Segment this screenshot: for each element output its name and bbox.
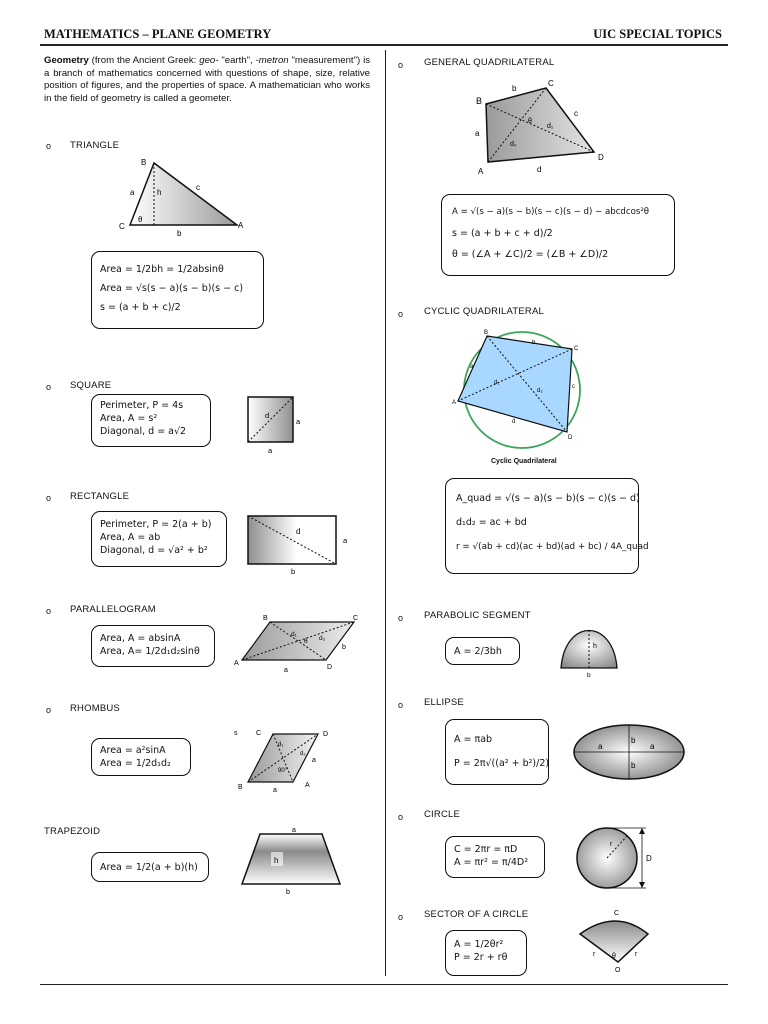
rhombus-title: RHOMBUS [70, 703, 120, 714]
svg-text:c: c [574, 109, 578, 118]
rhombus-formula-box [91, 738, 191, 776]
svg-text:θ: θ [304, 638, 308, 645]
svg-text:C: C [548, 79, 554, 88]
formula: A = πr² = π/4D² [454, 857, 529, 868]
svg-text:h: h [157, 188, 162, 197]
svg-text:A: A [234, 660, 239, 667]
svg-text:B: B [141, 158, 147, 167]
svg-text:d₂: d₂ [319, 635, 326, 642]
formula: Perimeter, P = 2(a + b) [100, 519, 212, 530]
svg-text:a: a [292, 827, 296, 834]
svg-text:r: r [610, 841, 613, 848]
svg-text:B: B [263, 615, 268, 622]
rectangle-figure [240, 510, 355, 576]
formula: Area = 1/2d₁d₂ [100, 758, 171, 769]
sector-formula-box [445, 930, 527, 976]
svg-text:r: r [635, 951, 638, 958]
svg-text:b: b [631, 761, 636, 770]
formula: A = √(s − a)(s − b)(s − c)(s − d) − abcdcos²θ [452, 207, 650, 217]
bullet: o [46, 382, 52, 392]
rectangle-formula-box [91, 511, 227, 567]
bullet: o [398, 60, 404, 70]
svg-text:a: a [598, 742, 603, 751]
svg-text:A: A [478, 167, 484, 176]
formula: s = (a + b + c + d)/2 [452, 228, 553, 239]
bullet: o [46, 606, 52, 616]
trapezoid-title: TRAPEZOID [44, 826, 101, 837]
svg-text:θ: θ [612, 953, 616, 960]
svg-text:c: c [196, 183, 200, 192]
trapezoid-formula-box [91, 852, 209, 882]
svg-text:b: b [532, 340, 536, 346]
ellipse-figure [570, 722, 688, 782]
cyclic-quad-title: CYCLIC QUADRILATERAL [424, 306, 544, 317]
svg-text:d: d [265, 411, 270, 420]
svg-text:b: b [512, 84, 517, 93]
formula: Area = a²sinA [100, 745, 166, 756]
formula: A = πab [454, 734, 493, 745]
cyclic-quadrilateral-figure [452, 326, 592, 456]
intro-term: Geometry [44, 55, 89, 66]
svg-text:d₁: d₁ [547, 123, 554, 130]
svg-text:d: d [512, 419, 516, 425]
svg-text:A: A [452, 400, 457, 406]
svg-text:B: B [476, 96, 483, 106]
svg-text:d: d [537, 165, 542, 174]
square-figure [240, 394, 310, 456]
svg-text:b: b [342, 644, 346, 651]
svg-text:θ: θ [138, 215, 143, 224]
formula: A = 2/3bh [454, 646, 502, 657]
svg-text:a: a [130, 188, 135, 197]
header-left: MATHEMATICS – PLANE GEOMETRY [44, 27, 272, 41]
intro-paragraph: Geometry (from the Ancient Greek: geo- "earth", -metron "measurement") is a branch of mathematics concerned with questions of shape, size, relative position of figures, and the properties of space. A mathematician who works in the field of geometry is called a geometer. [44, 55, 370, 104]
bullet: o [398, 812, 404, 822]
svg-text:a: a [650, 742, 655, 751]
circle-title: CIRCLE [424, 809, 461, 820]
svg-text:b: b [631, 736, 636, 745]
rhombus-figure [230, 724, 340, 794]
svg-text:h: h [274, 856, 279, 865]
square-title: SQUARE [70, 380, 112, 391]
svg-text:D: D [646, 854, 652, 863]
rectangle-title: RECTANGLE [70, 491, 130, 502]
general-quad-formula-box [441, 194, 675, 276]
formula: Area = 1/2bh = 1/2absinθ [100, 264, 224, 275]
formula: Area = √s(s − a)(s − b)(s − c) [100, 283, 244, 294]
svg-text:d₁: d₁ [278, 742, 284, 748]
circle-figure [570, 820, 670, 894]
svg-text:d₁: d₁ [494, 380, 500, 386]
column-divider [385, 50, 386, 976]
triangle-figure [110, 155, 250, 240]
triangle-title: TRIANGLE [70, 140, 120, 151]
formula: Area, A= 1/2d₁d₂sinθ [100, 646, 200, 657]
svg-text:D: D [323, 731, 329, 738]
parabolic-title: PARABOLIC SEGMENT [424, 610, 531, 621]
circle-formula-box [445, 836, 545, 878]
sector-figure [572, 904, 652, 976]
formula: A = 1/2θr² [454, 939, 504, 950]
formula: r = √(ab + cd)(ac + bd)(ad + bc) / 4A_quad [456, 542, 649, 552]
svg-text:A: A [305, 782, 310, 789]
svg-text:C: C [574, 346, 579, 352]
header-rule [40, 44, 728, 46]
svg-text:a: a [268, 446, 273, 455]
svg-text:d₂: d₂ [510, 141, 517, 148]
formula: Area, A = ab [100, 532, 161, 543]
bullet: o [398, 613, 404, 623]
cyclic-quad-formula-box [445, 478, 649, 574]
formula: Diagonal, d = a√2 [100, 426, 187, 437]
svg-text:b: b [177, 229, 182, 238]
svg-text:a: a [470, 364, 474, 370]
svg-text:a: a [475, 129, 480, 138]
svg-text:C: C [119, 222, 125, 231]
header-right: UIC SPECIAL TOPICS [593, 27, 722, 41]
bullet: o [398, 309, 404, 319]
formula: C = 2πr = πD [454, 844, 518, 855]
svg-text:d: d [296, 527, 301, 536]
svg-text:r: r [593, 951, 596, 958]
formula: s = (a + b + c)/2 [100, 302, 181, 313]
formula: A_quad = √(s − a)(s − b)(s − c)(s − d) [456, 493, 640, 504]
sector-title: SECTOR OF A CIRCLE [424, 909, 529, 920]
svg-text:B: B [484, 330, 489, 336]
svg-text:D: D [327, 664, 333, 671]
svg-text:b: b [587, 672, 591, 679]
footer-rule [40, 984, 728, 985]
trapezoid-figure [238, 822, 348, 897]
svg-text:a: a [273, 787, 277, 794]
parallelogram-formula-box [91, 625, 215, 667]
bullet: o [398, 912, 404, 922]
triangle-formula-box [91, 251, 264, 329]
ellipse-title: ELLIPSE [424, 697, 464, 708]
svg-text:D: D [568, 435, 573, 441]
general-quad-title: GENERAL QUADRILATERAL [424, 57, 555, 68]
svg-text:C: C [256, 730, 262, 737]
cyclic-quad-caption: Cyclic Quadrilateral [491, 458, 557, 465]
formula: P = 2π√((a² + b²)/2) [454, 758, 550, 769]
svg-text:C: C [353, 615, 359, 622]
svg-text:h: h [593, 643, 597, 650]
formula: Area, A = s² [100, 413, 158, 424]
svg-text:d₂: d₂ [537, 388, 543, 394]
svg-text:a: a [296, 417, 301, 426]
general-quadrilateral-figure [470, 76, 620, 180]
svg-text:b: b [286, 889, 290, 896]
formula: Perimeter, P = 4s [100, 400, 184, 411]
svg-text:s: s [234, 730, 238, 737]
svg-text:90°: 90° [278, 768, 288, 774]
parabolic-formula-box [445, 637, 520, 665]
svg-text:D: D [598, 153, 604, 162]
svg-text:d₁: d₁ [291, 631, 297, 638]
svg-text:a: a [343, 536, 348, 545]
bullet: o [398, 700, 404, 710]
svg-text:d₂: d₂ [300, 751, 306, 757]
bullet: o [46, 493, 52, 503]
svg-text:b: b [291, 567, 296, 576]
formula: d₁d₂ = ac + bd [456, 517, 527, 528]
svg-text:A: A [238, 221, 244, 230]
svg-text:a: a [284, 667, 288, 674]
bullet: o [46, 705, 52, 715]
svg-text:C: C [614, 910, 620, 917]
formula: Area = 1/2(a + b)(h) [100, 862, 198, 873]
svg-text:O: O [615, 967, 621, 974]
svg-text:a: a [312, 757, 316, 764]
formula: Diagonal, d = √a² + b² [100, 545, 208, 556]
formula: θ = (∠A + ∠C)/2 = (∠B + ∠D)/2 [452, 249, 609, 260]
bullet: o [46, 141, 52, 151]
ellipse-formula-box [445, 719, 549, 785]
square-formula-box [91, 394, 211, 447]
svg-text:θ: θ [528, 118, 532, 125]
svg-text:c: c [572, 384, 575, 390]
parallelogram-figure [232, 612, 362, 674]
parallelogram-title: PARALLELOGRAM [70, 604, 156, 615]
parabolic-segment-figure [555, 610, 627, 680]
formula: Area, A = absinA [100, 633, 181, 644]
svg-text:B: B [238, 784, 243, 791]
formula: P = 2r + rθ [454, 952, 508, 963]
